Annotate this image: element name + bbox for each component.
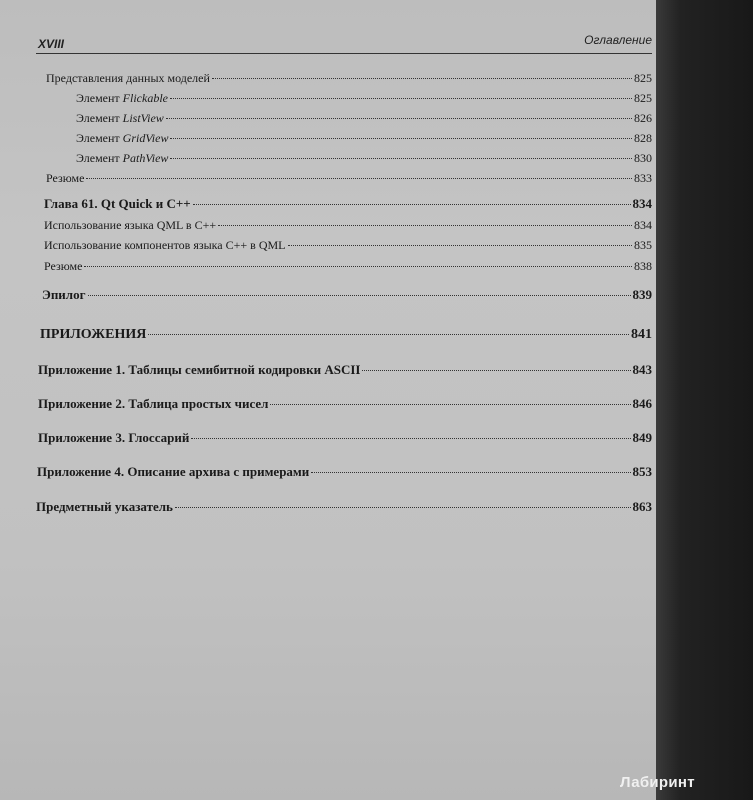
dot-leader: [270, 404, 630, 405]
toc-appendix-entry[interactable]: [38, 362, 652, 380]
toc-entry[interactable]: [76, 131, 652, 149]
running-header-title: Оглавление: [584, 33, 652, 47]
toc-chapter-entry[interactable]: [42, 287, 652, 305]
dot-leader: [170, 138, 632, 139]
toc-entry-title: Приложение 1. Таблицы семибитной кодировки ASCII: [38, 362, 361, 377]
toc-entry[interactable]: [44, 218, 652, 236]
toc-entry[interactable]: [76, 91, 652, 109]
dot-leader: [212, 78, 632, 79]
dot-leader: [311, 472, 630, 473]
watermark-label: Лабиринт: [620, 774, 695, 791]
toc-entry-page: 838: [634, 259, 652, 273]
toc-entry-page: 825: [634, 91, 652, 105]
dot-leader: [193, 204, 631, 205]
toc-entry-page: 853: [632, 464, 652, 479]
page-shadow-edge: [656, 0, 753, 800]
dot-leader: [362, 370, 630, 371]
dot-leader: [218, 225, 632, 226]
dot-leader: [288, 245, 633, 246]
toc-appendix-entry[interactable]: [38, 430, 652, 448]
toc-entry-title: Приложение 3. Глоссарий: [38, 430, 190, 445]
toc-entry-page: 834: [634, 218, 652, 232]
toc-appendix-entry[interactable]: [38, 396, 652, 414]
toc-entry[interactable]: [76, 111, 652, 129]
toc-entry-title: Элемент PathView: [76, 151, 169, 165]
toc-entry-title: Элемент GridView: [76, 131, 169, 145]
toc-index-entry[interactable]: [36, 499, 652, 517]
toc-entry-page: 841: [631, 327, 652, 342]
toc-part-entry[interactable]: [40, 327, 652, 345]
page-number-label: XVIII: [38, 37, 65, 51]
toc-entry[interactable]: [44, 238, 652, 256]
dot-leader: [175, 507, 631, 508]
toc-entry-title: Использование компонентов языка C++ в QML: [44, 238, 286, 252]
toc-entry-title: Представления данных моделей: [46, 71, 210, 85]
toc-entry-title: Эпилог: [42, 287, 86, 302]
toc-entry-page: 828: [634, 131, 652, 145]
toc-entry-title: Резюме: [46, 171, 85, 185]
toc-entry-title: Элемент Flickable: [76, 91, 168, 105]
toc-entry-page: 835: [634, 238, 652, 252]
header-divider: [36, 53, 652, 54]
toc-entry-page: 834: [632, 196, 652, 211]
toc-entry-title: Предметный указатель: [36, 499, 173, 514]
toc-entry-title: Элемент ListView: [76, 111, 164, 125]
toc-entry[interactable]: [76, 151, 652, 169]
toc-entry-page: 825: [634, 71, 652, 85]
toc-chapter-entry[interactable]: [44, 196, 652, 214]
toc-entry-page: 843: [632, 362, 652, 377]
toc-entry-page: 830: [634, 151, 652, 165]
toc-entry-title: Приложение 4. Описание архива с примерами: [37, 464, 310, 479]
dot-leader: [148, 334, 629, 335]
toc-entry-title: Приложение 2. Таблица простых чисел: [38, 396, 269, 411]
toc-entry[interactable]: [46, 71, 652, 89]
toc-entry-page: 846: [632, 396, 652, 411]
dot-leader: [166, 118, 632, 119]
toc-entry-page: 833: [634, 171, 652, 185]
toc-entry-page: 826: [634, 111, 652, 125]
toc-entry-title: Резюме: [44, 259, 83, 273]
toc-entry-page: 863: [632, 499, 652, 514]
toc-appendix-entry[interactable]: [37, 464, 652, 482]
toc-entry[interactable]: [44, 259, 652, 277]
toc-entry-title: Использование языка QML в C++: [44, 218, 217, 232]
dot-leader: [170, 98, 632, 99]
toc-entry[interactable]: [46, 171, 652, 189]
toc-entry-page: 849: [632, 430, 652, 445]
dot-leader: [86, 178, 632, 179]
dot-leader: [88, 295, 631, 296]
toc-entry-title: Глава 61. Qt Quick и C++: [44, 196, 191, 211]
toc-entry-page: 839: [632, 287, 652, 302]
dot-leader: [84, 266, 632, 267]
dot-leader: [170, 158, 632, 159]
dot-leader: [191, 438, 630, 439]
toc-entry-title: ПРИЛОЖЕНИЯ: [40, 327, 147, 342]
